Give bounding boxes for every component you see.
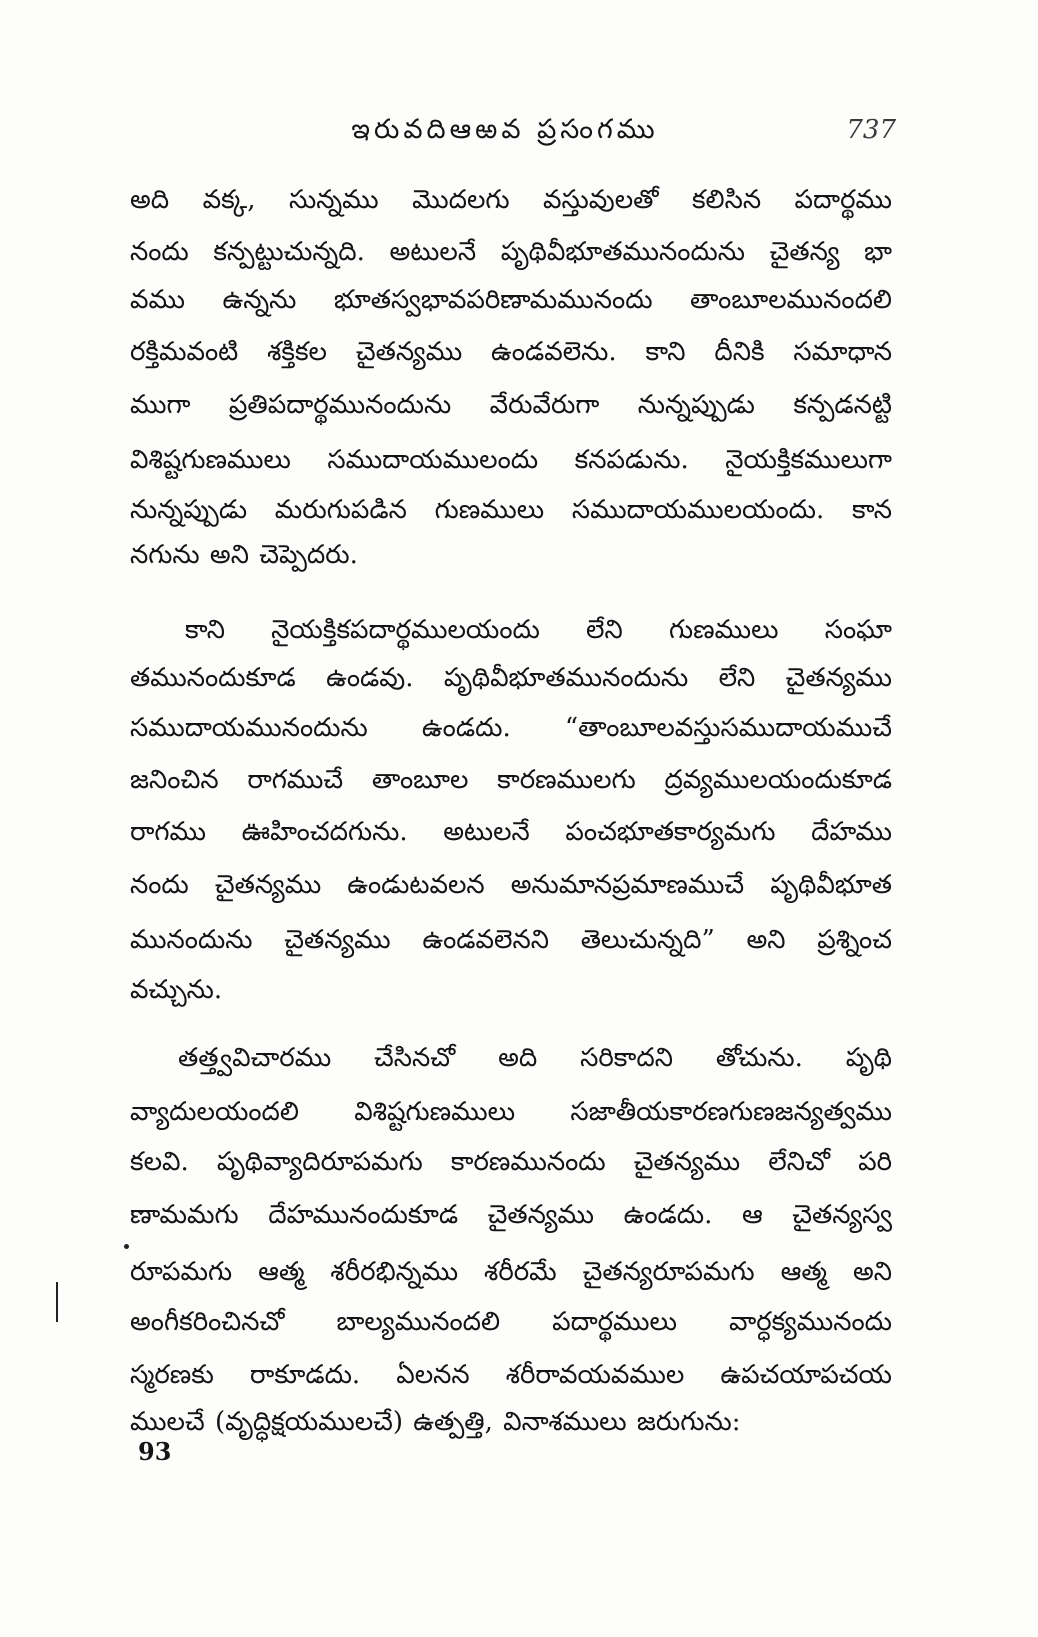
text-line: జనించిన రాగముచే తాంబూల కారణములగు ద్రవ్యములయందుకూడ (130, 765, 892, 795)
text-line: వ్యాదులయందలి విశిష్టగుణములు సజాతీయకారణగుణజన్యత్వము (130, 1097, 892, 1127)
text-line: సముదాయమునందును ఉండదు. “తాంబూలవస్తుసముదాయముచే (130, 713, 892, 743)
text-line: విశిష్టగుణములు సముదాయములందు కనపడును. నైయక్తికములుగా (130, 445, 892, 475)
text-line: ణామమగు దేహమునందుకూడ చైతన్యము ఉండదు. ఆ చైతన్యస్వ (130, 1200, 892, 1230)
text-line: నందు కన్పట్టుచున్నది. అటులనే పృథివీభూతమునందును చైతన్య భా (130, 237, 892, 267)
text-line: కలవి. పృథివ్యాదిరూపమగు కారణమునందు చైతన్యము లేనిచో పరి (130, 1147, 892, 1177)
text-line: రక్తిమవంటి శక్తికల చైతన్యము ఉండవలెను. కాని దీనికి సమాధాన (130, 337, 892, 367)
signature-mark: 93 (138, 1437, 172, 1466)
page-number: 737 (846, 115, 896, 145)
text-line: మునందును చైతన్యము ఉండవలెనని తెలుచున్నది” అని ప్రశ్నించ (130, 925, 892, 955)
text-line: వచ్చును. (130, 975, 223, 1005)
text-line: తమునందుకూడ ఉండవు. పృథివీభూతమునందును లేని చైతన్యము (130, 663, 892, 693)
text-line: రూపమగు ఆత్మ శరీరభిన్నము శరీరమే చైతన్యరూపమగు ఆత్మ అని (130, 1257, 892, 1287)
text-line: అది వక్క, సున్నము మొదలగు వస్తువులతో కలిసిన పదార్థము (130, 185, 892, 215)
text-line: తత్త్వవిచారము చేసినచో అది సరికాదని తోచును. పృథి (178, 1043, 892, 1073)
text-line: ములచే (వృద్ధిక్షయములచే) ఉత్పత్తి, వినాశములు జరుగును: (130, 1407, 741, 1437)
text-line: వము ఉన్నను భూతస్వభావపరిణామమునందు తాంబూలమునందలి (130, 285, 892, 315)
text-line: నందు చైతన్యము ఉండుటవలన అనుమానప్రమాణముచే పృథివీభూత (130, 870, 892, 900)
text-line: అంగీకరించినచో బాల్యమునందలి పదార్థములు వార్ధక్యమునందు (130, 1307, 892, 1337)
text-line: నగును అని చెప్పెదరు. (130, 540, 358, 570)
text-line: స్మరణకు రాకూడదు. ఏలనన శరీరావయవముల ఉపచయాపచయ (130, 1360, 892, 1390)
text-line: కాని నైయక్తికపదార్థములయందు లేని గుణములు సంఘా (185, 615, 892, 645)
margin-mark (56, 1282, 58, 1322)
text-line: నున్నప్పుడు మరుగుపడిన గుణములు సముదాయములయందు. కాన (130, 495, 892, 525)
running-head-title: ఇరువదిఆఱవ ప్రసంగము (351, 114, 659, 145)
text-line: రాగము ఊహించదగును. అటులనే పంచభూతకార్యమగు దేహము (130, 817, 892, 847)
scan-speck (124, 1244, 129, 1249)
text-line: ముగా ప్రతిపదార్థమునందును వేరువేరుగా నున్నప్పుడు కన్పడనట్టి (130, 390, 892, 420)
